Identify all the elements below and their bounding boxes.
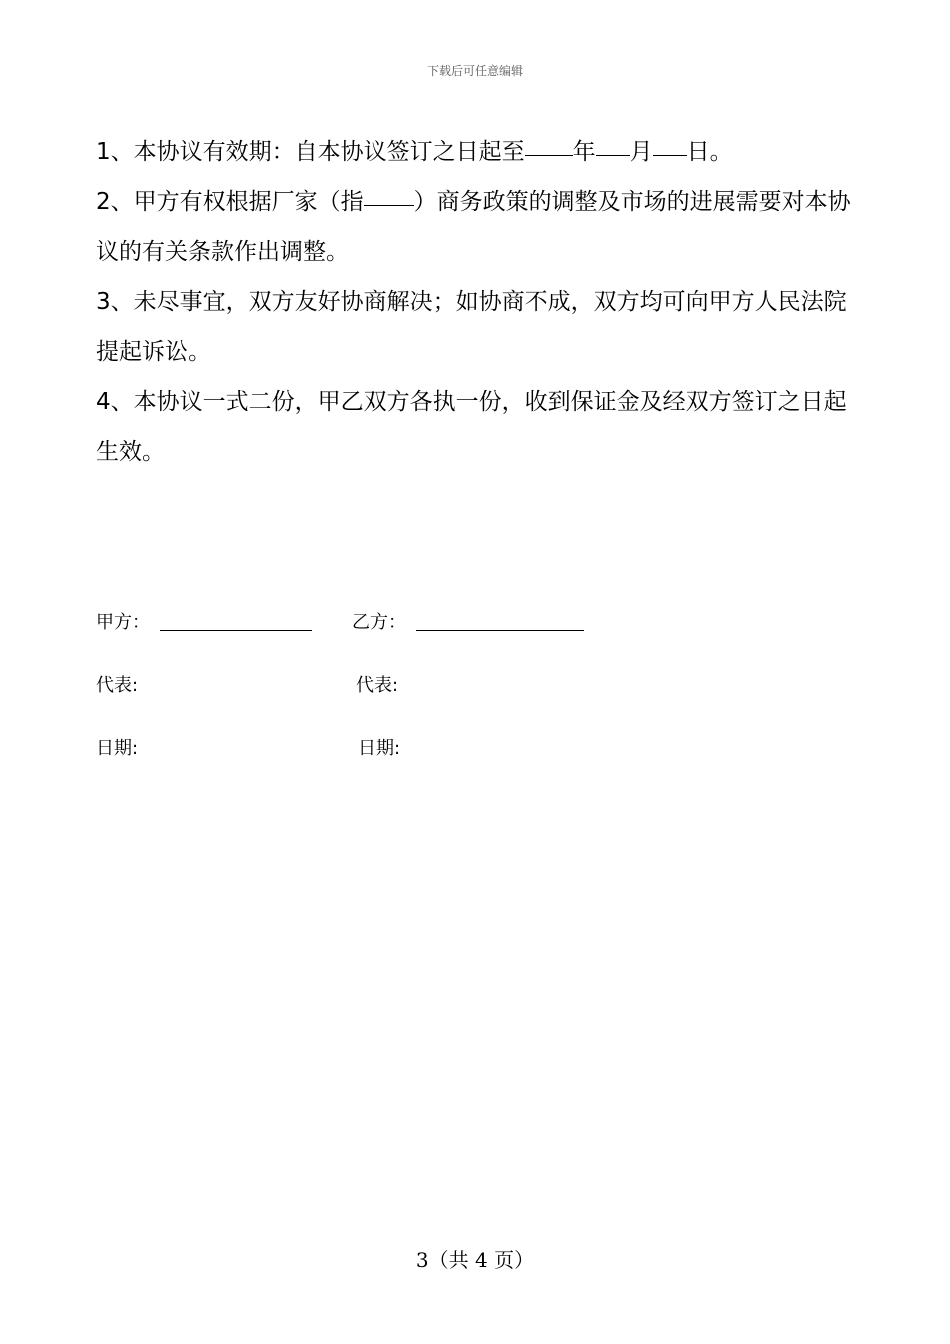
page-header: 下载后可任意编辑 [426, 64, 523, 78]
clause-2 [96, 177, 858, 277]
party-b-line [416, 629, 584, 631]
date-a-label: 日期: [96, 738, 139, 759]
clause-1-text: 1、本协议有效期：自本协议签订之日起至 [96, 139, 525, 165]
day-blank [653, 154, 687, 156]
clause-1 [96, 127, 858, 177]
clause-4: 4、本协议一式二份，甲乙双方各执一份，收到保证金及经双方签订之日起生效。 [96, 389, 847, 465]
party-a-signature [96, 611, 312, 635]
rep-b-label: 代表: [356, 675, 399, 696]
date-b-label: 日期: [358, 738, 401, 759]
clause-3: 3、未尽事宜，双方友好协商解决；如协商不成，双方均可向甲方人民法院提起诉讼。 [96, 289, 847, 365]
party-b-label: 乙方： [352, 612, 406, 633]
clause-2-text-start: 2、甲方有权根据厂家（指 [96, 189, 364, 215]
party-b-signature [352, 611, 584, 635]
year-blank [525, 154, 573, 156]
party-a-label: 甲方： [96, 612, 150, 633]
clause-2-text-end: ）商务政策的调整及市场的进展需要对本协议的有关条款作出调整。 [96, 189, 851, 265]
page-number: 3（共 4 页） [415, 1248, 535, 1272]
party-a-line [160, 629, 312, 631]
clause-1-year: 年 [572, 139, 596, 165]
agreement-body [96, 127, 858, 477]
clause-1-month: 月 [629, 139, 653, 165]
month-blank [596, 154, 630, 156]
rep-a-label: 代表: [96, 675, 139, 696]
manufacturer-blank [364, 204, 414, 206]
clause-1-day: 日。 [686, 139, 733, 165]
